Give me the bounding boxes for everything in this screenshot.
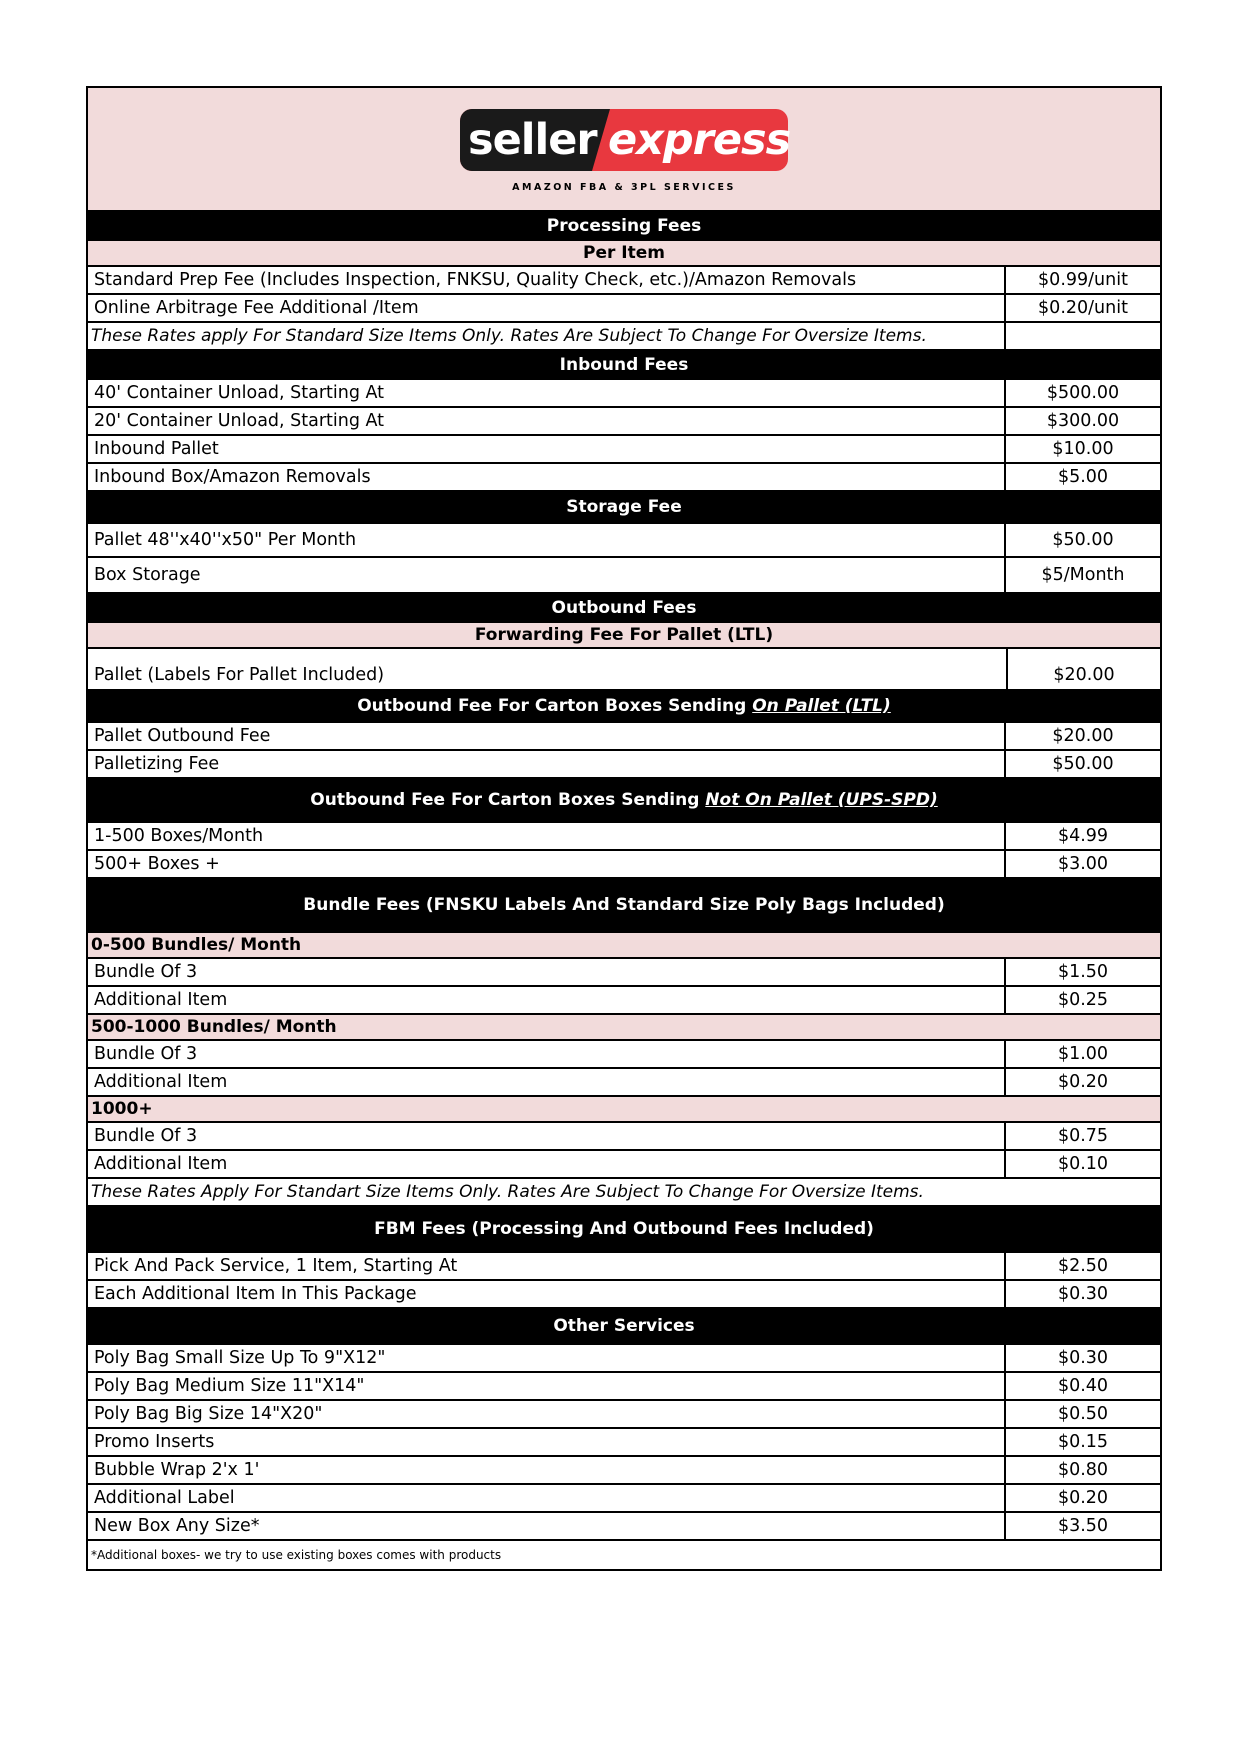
fee-description: Inbound Pallet [94,439,219,459]
fee-description: Poly Bag Medium Size 11"X14" [94,1376,365,1396]
fee-description: Additional Label [94,1488,235,1508]
fee-row [88,649,1160,691]
empty-price-cell [1004,323,1160,349]
section-header-inbound: Inbound Fees [88,351,1160,380]
section-header-storage: Storage Fee [88,492,1160,524]
fee-price: $5/Month [1004,558,1160,592]
fee-row [88,1041,1160,1069]
fee-price: $0.30 [1004,1281,1160,1307]
section-header-other: Other Services [88,1309,1160,1345]
fee-row [88,380,1160,408]
fee-row [88,1069,1160,1097]
rates-note: These Rates Apply For Standart Size Items Only. Rates Are Subject To Change For Oversize Items. [91,1182,924,1202]
fee-row [88,1429,1160,1457]
fee-price: $3.00 [1004,851,1160,877]
fee-price: $0.30 [1004,1345,1160,1371]
fee-row [88,959,1160,987]
logo-banner [88,88,1160,212]
fee-price: $0.25 [1004,987,1160,1013]
fee-price: $5.00 [1004,464,1160,490]
fee-row [88,1281,1160,1309]
fee-price: $1.50 [1004,959,1160,985]
fee-price: $20.00 [1004,723,1160,749]
fee-price: $0.20 [1004,1069,1160,1095]
fee-price: $0.15 [1004,1429,1160,1455]
fee-description: Palletizing Fee [94,754,220,774]
fee-row [88,295,1160,323]
subheader-forwarding: Forwarding Fee For Pallet (LTL) [88,623,1160,649]
fee-price: $0.75 [1004,1123,1160,1149]
fee-price: $0.50 [1004,1401,1160,1427]
fee-row [88,1513,1160,1541]
fee-price: $300.00 [1004,408,1160,434]
fee-row [88,464,1160,492]
fee-description: Bundle Of 3 [94,962,198,982]
on-pallet-header-text: Outbound Fee For Carton Boxes Sending [357,696,753,716]
fee-price: $0.40 [1004,1373,1160,1399]
fee-description: Poly Bag Small Size Up To 9"X12" [94,1348,386,1368]
fee-price: $1.00 [1004,1041,1160,1067]
bundle-group-label: 0-500 Bundles/ Month [88,933,1160,959]
fee-description: New Box Any Size* [94,1516,260,1536]
fee-description: 40' Container Unload, Starting At [94,383,385,403]
fee-price: $0.20 [1004,1485,1160,1511]
fee-price: $500.00 [1004,380,1160,406]
fee-price: $50.00 [1004,751,1160,777]
fee-description: Pallet (Labels For Pallet Included) [94,665,385,685]
fee-row [88,558,1160,594]
fee-price: $0.10 [1004,1151,1160,1177]
fee-description: Poly Bag Big Size 14"X20" [94,1404,323,1424]
fee-description: Box Storage [94,565,201,585]
fee-row [88,1253,1160,1281]
fee-row [88,267,1160,295]
fee-description: Pallet 48''x40''x50" Per Month [94,530,357,550]
fee-description: Pick And Pack Service, 1 Item, Starting At [94,1256,458,1276]
fee-description: Each Additional Item In This Package [94,1284,417,1304]
logo-word-seller: seller [468,115,597,165]
fee-row [88,1485,1160,1513]
bundle-group-label: 1000+ [88,1097,1160,1123]
note-row [88,1179,1160,1207]
on-pallet-emphasis: On Pallet (LTL) [752,696,891,716]
logo-word-express: express [608,115,791,165]
fee-row [88,408,1160,436]
fee-row [88,1151,1160,1179]
fee-row [88,1373,1160,1401]
not-on-pallet-emphasis: Not On Pallet (UPS-SPD) [705,790,938,810]
section-header-not-on-pallet [88,779,1160,823]
section-header-bundle: Bundle Fees (FNSKU Labels And Standard Size Poly Bags Included) [88,879,1160,933]
fee-price: $20.00 [1006,649,1160,689]
fee-description: Promo Inserts [94,1432,215,1452]
rates-note: These Rates apply For Standard Size Items Only. Rates Are Subject To Change For Oversize Items. [91,326,927,346]
fee-description: Inbound Box/Amazon Removals [94,467,371,487]
fee-price: $3.50 [1004,1513,1160,1539]
fee-row [88,1123,1160,1151]
fee-row [88,1401,1160,1429]
fee-description: Bundle Of 3 [94,1126,198,1146]
fee-row [88,751,1160,779]
fee-price: $0.99/unit [1004,267,1160,293]
fee-description: Standard Prep Fee (Includes Inspection, FNKSU, Quality Check, etc.)/Amazon Removals [94,270,857,290]
fee-price: $10.00 [1004,436,1160,462]
bundle-group-label: 500-1000 Bundles/ Month [88,1015,1160,1041]
fee-price: $4.99 [1004,823,1160,849]
fee-description: Additional Item [94,1072,228,1092]
fee-price: $50.00 [1004,524,1160,556]
fee-row [88,524,1160,558]
section-header-on-pallet [88,691,1160,723]
note-row [88,323,1160,351]
not-on-pallet-header-text: Outbound Fee For Carton Boxes Sending [310,790,706,810]
fee-description: 1-500 Boxes/Month [94,826,264,846]
subheader-per-item: Per Item [88,241,1160,267]
section-header-outbound: Outbound Fees [88,594,1160,623]
fee-description: Pallet Outbound Fee [94,726,271,746]
fee-row [88,436,1160,464]
fee-row [88,723,1160,751]
fee-description: Online Arbitrage Fee Additional /Item [94,298,419,318]
section-header-fbm: FBM Fees (Processing And Outbound Fees Included) [88,1207,1160,1253]
price-sheet [86,86,1162,1571]
logo-tagline: AMAZON FBA & 3PL SERVICES [512,182,736,193]
footnote: *Additional boxes- we try to use existing boxes comes with products [91,1548,502,1562]
fee-row [88,823,1160,851]
fee-row [88,1345,1160,1373]
fee-description: 20' Container Unload, Starting At [94,411,385,431]
fee-price: $2.50 [1004,1253,1160,1279]
fee-description: 500+ Boxes + [94,854,220,874]
fee-description: Additional Item [94,990,228,1010]
fee-price: $0.20/unit [1004,295,1160,321]
fee-row [88,1457,1160,1485]
fee-price: $0.80 [1004,1457,1160,1483]
fee-description: Additional Item [94,1154,228,1174]
fee-row [88,987,1160,1015]
fee-description: Bubble Wrap 2'x 1' [94,1460,260,1480]
section-header-processing: Processing Fees [88,212,1160,241]
seller-express-logo [460,94,791,204]
fee-row [88,851,1160,879]
fee-description: Bundle Of 3 [94,1044,198,1064]
